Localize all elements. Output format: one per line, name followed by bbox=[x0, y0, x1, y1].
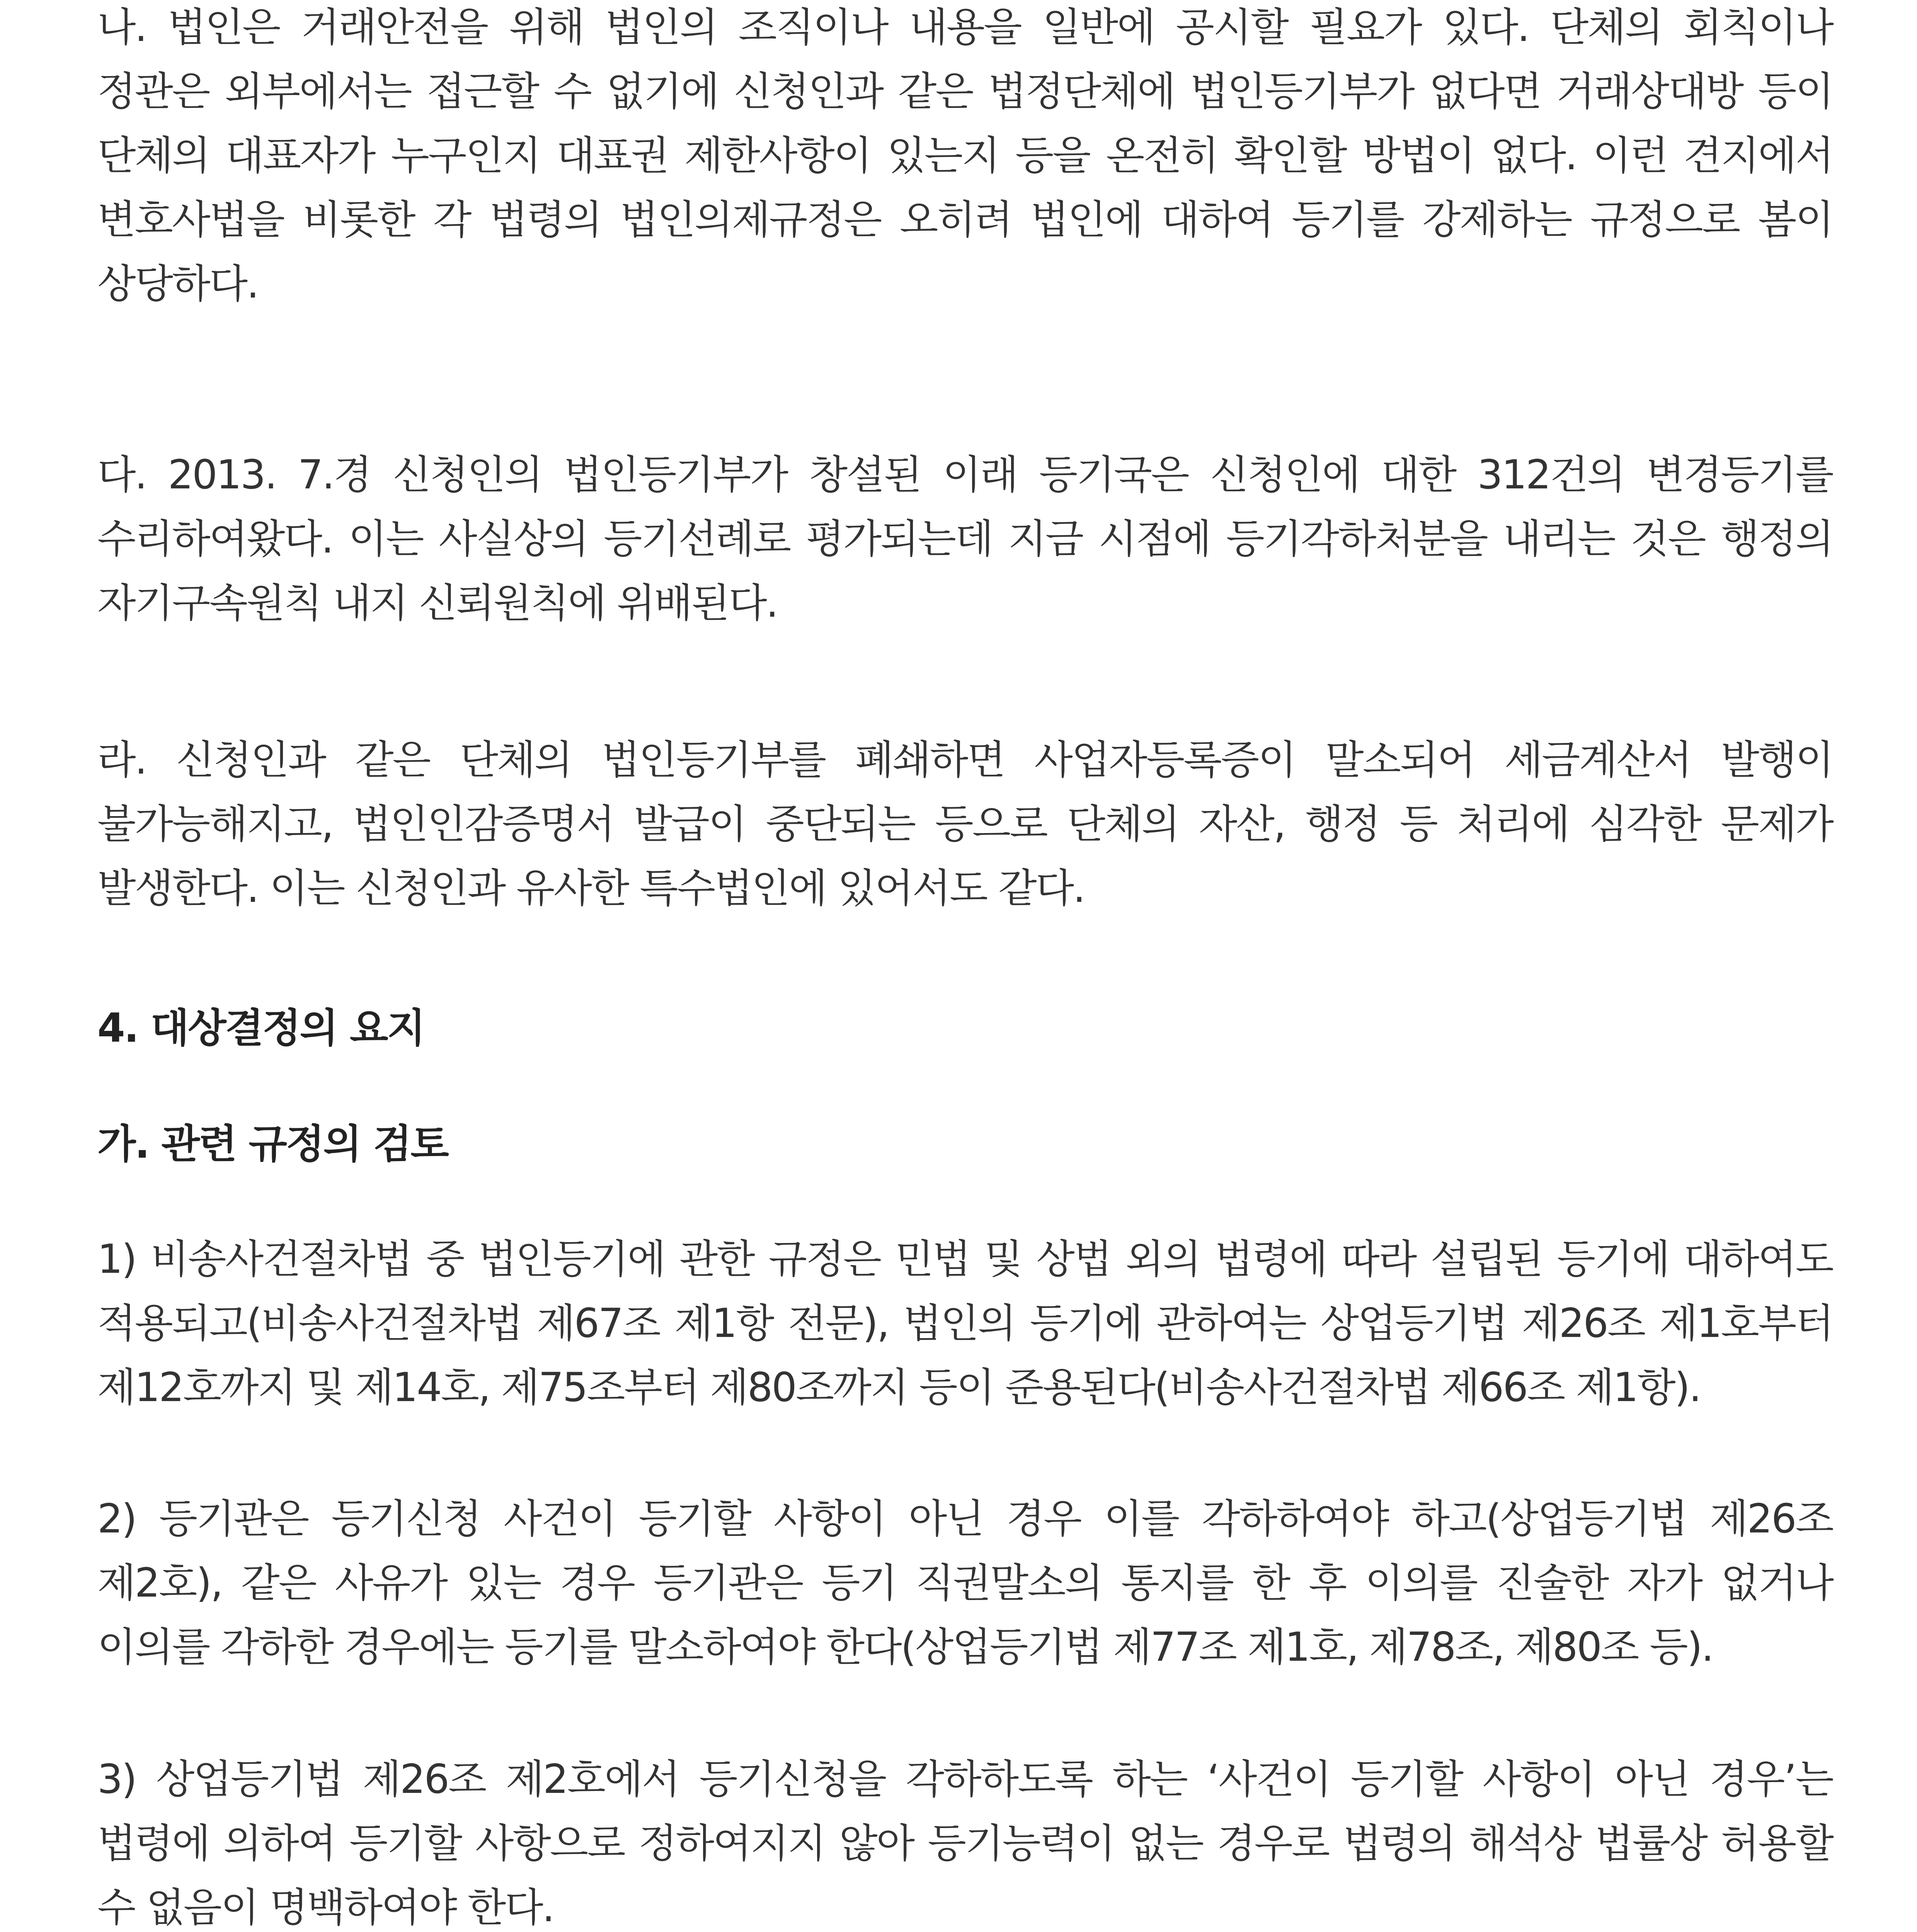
paragraph-ra-closure-consequences: 라. 신청인과 같은 단체의 법인등기부를 폐쇄하면 사업자등록증이 말소되어 세금계산서 발행이 불가능해지고, 법인인감증명서 발급이 중단되는 등으로 단체의 자산, 행정 등 처리에 심각한 문제가 발생한다. 이는 신청인과 유사한 특수법인에 있어서도 같다. bbox=[97, 737, 1833, 912]
paragraph-na-public-notice: 나. 법인은 거래안전을 위해 법인의 조직이나 내용을 일반에 공시할 필요가 있다. 단체의 회칙이나 정관은 외부에서는 접근할 수 없기에 신청인과 같은 법정단체에 법인등기부가 없다면 거래상대방 등이 단체의 대표자가 누구인지 대표권 제한사항이 있는지 등을 온전히 확인할 방법이 없다. 이런 견지에서 변호사법을 비롯한 각 법령의 법인의제규정은 오히려 법인에 대하여 등기를 강제하는 규정으로 봄이 상당하다. bbox=[97, 4, 1833, 307]
section-heading-4: 4. 대상결정의 요지 bbox=[97, 1005, 424, 1051]
paragraph-1-noncontentious-procedure: 1) 비송사건절차법 중 법인등기에 관한 규정은 민법 및 상법 외의 법령에 따라 설립된 등기에 대하여도 적용되고(비송사건절차법 제67조 제1항 전문), 법인의 등기에 관하여는 상업등기법 제26조 제1호부터 제12호까지 및 제14호, 제75조부터 제80조까지 등이 준용된다(비송사건절차법 제66조 제1항). bbox=[97, 1236, 1833, 1411]
subsection-heading-ga: 가. 관련 규정의 검토 bbox=[97, 1121, 448, 1167]
paragraph-3-not-registrable: 3) 상업등기법 제26조 제2호에서 등기신청을 각하하도록 하는 ‘사건이 등기할 사항이 아닌 경우’는 법령에 의하여 등기할 사항으로 정하여지지 않아 등기능력이 없는 경우로 법령의 해석상 법률상 허용할 수 없음이 명백하여야 한다. bbox=[97, 1756, 1833, 1931]
paragraph-da-registration-precedent: 다. 2013. 7.경 신청인의 법인등기부가 창설된 이래 등기국은 신청인에 대한 312건의 변경등기를 수리하여왔다. 이는 사실상의 등기선례로 평가되는데 지금 시점에 등기각하처분을 내리는 것은 행정의 자기구속원칙 내지 신뢰원칙에 위배된다. bbox=[97, 452, 1833, 626]
paragraph-2-registrar-rejection: 2) 등기관은 등기신청 사건이 등기할 사항이 아닌 경우 이를 각하하여야 하고(상업등기법 제26조 제2호), 같은 사유가 있는 경우 등기관은 등기 직권말소의 통지를 한 후 이의를 진술한 자가 없거나 이의를 각하한 경우에는 등기를 말소하여야 한다(상업등기법 제77조 제1호, 제78조, 제80조 등). bbox=[97, 1496, 1833, 1670]
